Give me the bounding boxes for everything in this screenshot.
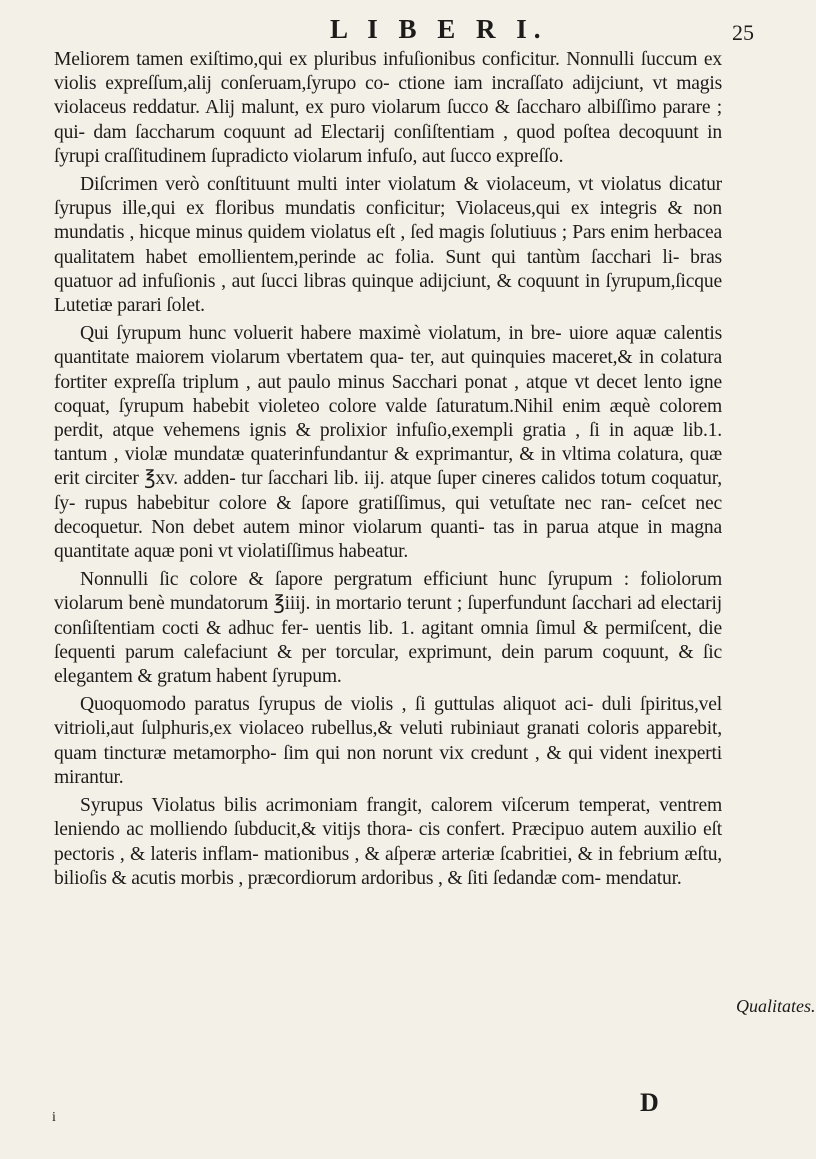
- body-text: [54, 48, 722, 895]
- paragraph: Diſcrimen verò conſtituunt multi inter violatum & violaceum, vt violatus dicatur ſyrupus ille,qui ex floribus mundatis conficitur; Violaceus,qui ex integris & non mundatis , hicque minus quidem violatus eſt , ſed magis ſolutiuus ; Pars enim herbacea qualitatem habet emollientem,perinde ac folia. Sunt qui tantùm ſacchari li‑ bras quatuor ad infuſionis , aut ſucci libras quinque adijciunt, & coquunt in ſyrupum,ſicque Lutetiæ parari ſolet.: [54, 174, 722, 317]
- margin-note: Qualitates.: [736, 996, 816, 1016]
- running-head: L I B E R I.: [330, 14, 548, 44]
- stray-mark: i: [52, 1110, 56, 1125]
- page-number: 25: [732, 20, 754, 45]
- paragraph: Syrupus Violatus bilis acrimoniam frangit, calorem viſcerum temperat, ventrem leniendo ac molliendo ſubducit,& vitijs thora‑ cis confert. Præcipuo autem auxilio eſt pectoris , & lateris inflam‑ mationibus , & aſperæ arteriæ ſcabritiei, & in febrium æſtu, bilioſis & acutis morbis , præcordiorum ardoribus , & ſiti ſedandæ com‑ mendatur.: [54, 795, 722, 889]
- paragraph: Meliorem tamen exiſtimo,qui ex pluribus infuſionibus conficitur. Nonnulli ſuccum ex violis expreſſum,alij conſeruam,ſyrupo co‑ ctione iam incraſſato adijciunt, vt magis violaceus reddatur. Alij malunt, ex puro violarum ſucco & ſaccharo albiſſimo parare ; qui‑ dam ſaccharum coquunt ad Electarij conſiſtentiam , quod poſtea decoquunt in ſyrupi craſſitudinem ſupradicto violarum infuſo, aut ſucco expreſſo.: [54, 49, 722, 167]
- paragraph: Qui ſyrupum hunc voluerit habere maximè violatum, in bre‑ uiore aquæ calentis quantitate maiorem violarum vbertatem qua‑ ter, aut quinquies maceret,& in colatura fortiter expreſſa triplum , aut paulo minus Sacchari ponat , atque vt decet lento igne coquat, ſyrupum habebit violeteo colore valde ſaturatum.Nihil enim æquè colorem perdit, atque vehemens ignis & prolixior infuſio,exempli gratia , ſi in aquæ lib.1. tantum , violæ mundatæ quaterinfundantur & exprimantur, & in vltima colatura, quæ erit circiter ℥xv. adden‑ tur ſacchari lib. iij. atque ſuper cineres calidos totum coquatur, ſy‑ rupus habebitur colore & ſapore gratiſſimus, qui vetuſtate nec ran‑ ceſcet nec decoquetur. Non debet autem minor violarum quanti‑ tas in parua atque in magna quantitate aquæ poni vt violatiſſimus habeatur.: [54, 323, 722, 563]
- page-header: [0, 8, 800, 48]
- signature-mark: D: [640, 1088, 659, 1117]
- paragraph: Quoquomodo paratus ſyrupus de violis , ſi guttulas aliquot aci‑ duli ſpiritus,vel vitrioli,aut ſulphuris,ex violaceo rubellus,& veluti rubiniaut granati coloris apparebit, quam tincturæ metamorpho‑ ſim qui non norunt vix credunt , & qui vident inexperti mirantur.: [54, 694, 722, 788]
- paragraph: Nonnulli ſic colore & ſapore pergratum efficiunt hunc ſyrupum : foliolorum violarum benè mundatorum ℥iiij. in mortario terunt ; ſuperfundunt ſacchari ad electarij conſiſtentiam cocti & adhuc fer‑ uentis lib. 1. agitant omnia ſimul & permiſcent, die ſequenti parum calefaciunt & per torcular, exprimunt, dein parum coquunt, & ſic elegantem & gratum habent ſyrupum.: [54, 569, 722, 688]
